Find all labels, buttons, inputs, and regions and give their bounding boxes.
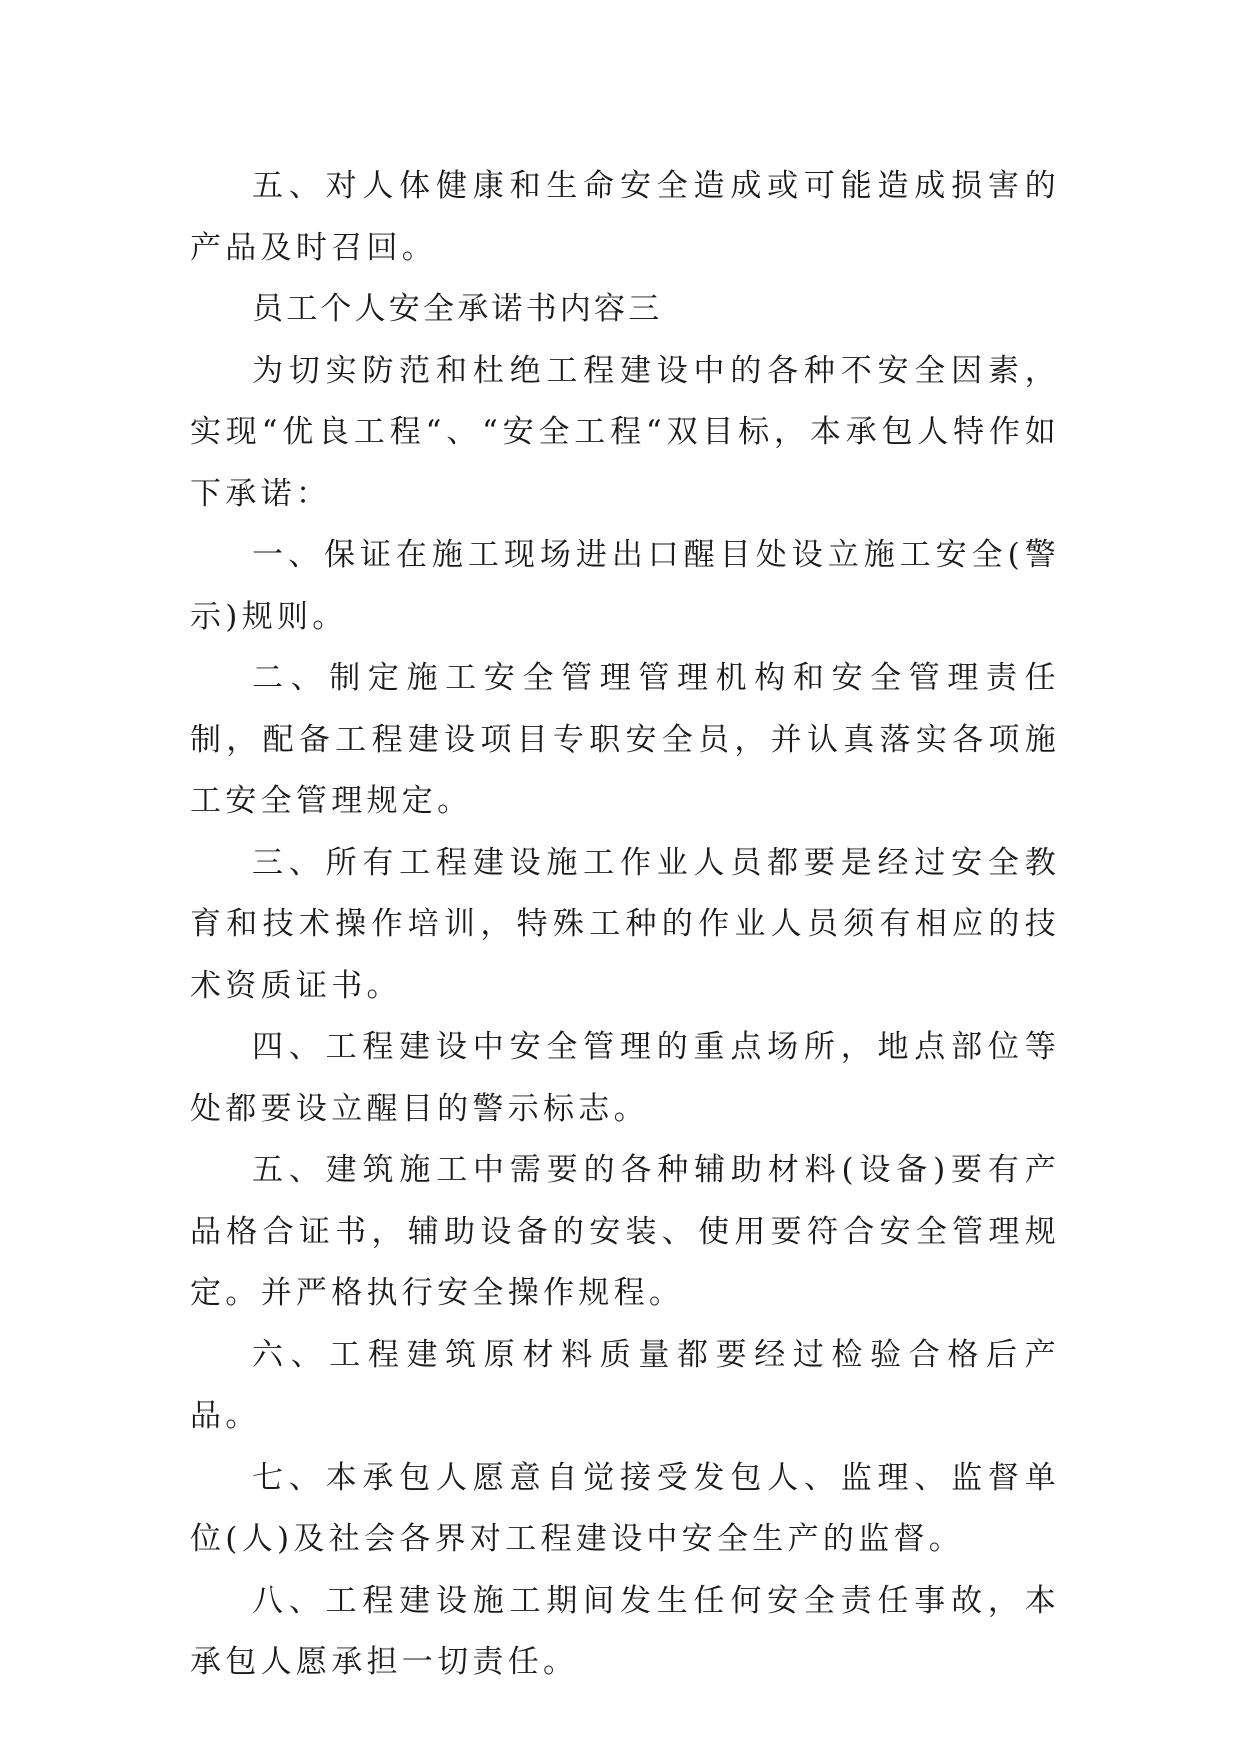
document-page bbox=[190, 156, 1060, 1694]
commitment-item-6: 六、工程建筑原材料质量都要经过检验合格后产品。 bbox=[190, 1336, 1060, 1434]
paragraph-item-5-recall: 五、对人体健康和生命安全造成或可能造成损害的产品及时召回。 bbox=[190, 168, 1060, 266]
commitment-item-2: 二、制定施工安全管理管理机构和安全管理责任制，配备工程建设项目专职安全员，并认真落实各项施工安全管理规定。 bbox=[190, 660, 1060, 819]
commitment-item-7: 七、本承包人愿意自觉接受发包人、监理、监督单位(人)及社会各界对工程建设中安全生产的监督。 bbox=[190, 1459, 1060, 1557]
commitment-item-8: 八、工程建设施工期间发生任何安全责任事故，本承包人愿承担一切责任。 bbox=[190, 1582, 1060, 1680]
commitment-item-4: 四、工程建设中安全管理的重点场所，地点部位等处都要设立醒目的警示标志。 bbox=[190, 1029, 1060, 1127]
commitment-item-3: 三、所有工程建设施工作业人员都要是经过安全教育和技术操作培训，特殊工种的作业人员须有相应的技术资质证书。 bbox=[190, 844, 1060, 1004]
section-heading: 员工个人安全承诺书内容三 bbox=[252, 291, 663, 327]
commitment-item-1: 一、保证在施工现场进出口醒目处设立施工安全(警示)规则。 bbox=[190, 537, 1060, 635]
commitment-item-5: 五、建筑施工中需要的各种辅助材料(设备)要有产品格合证书，辅助设备的安装、使用要符合安全管理规定。并严格执行安全操作规程。 bbox=[190, 1152, 1060, 1311]
intro-paragraph: 为切实防范和杜绝工程建设中的各种不安全因素，实现“优良工程“、“安全工程“双目标，本承包人特作如下承诺： bbox=[190, 352, 1060, 512]
